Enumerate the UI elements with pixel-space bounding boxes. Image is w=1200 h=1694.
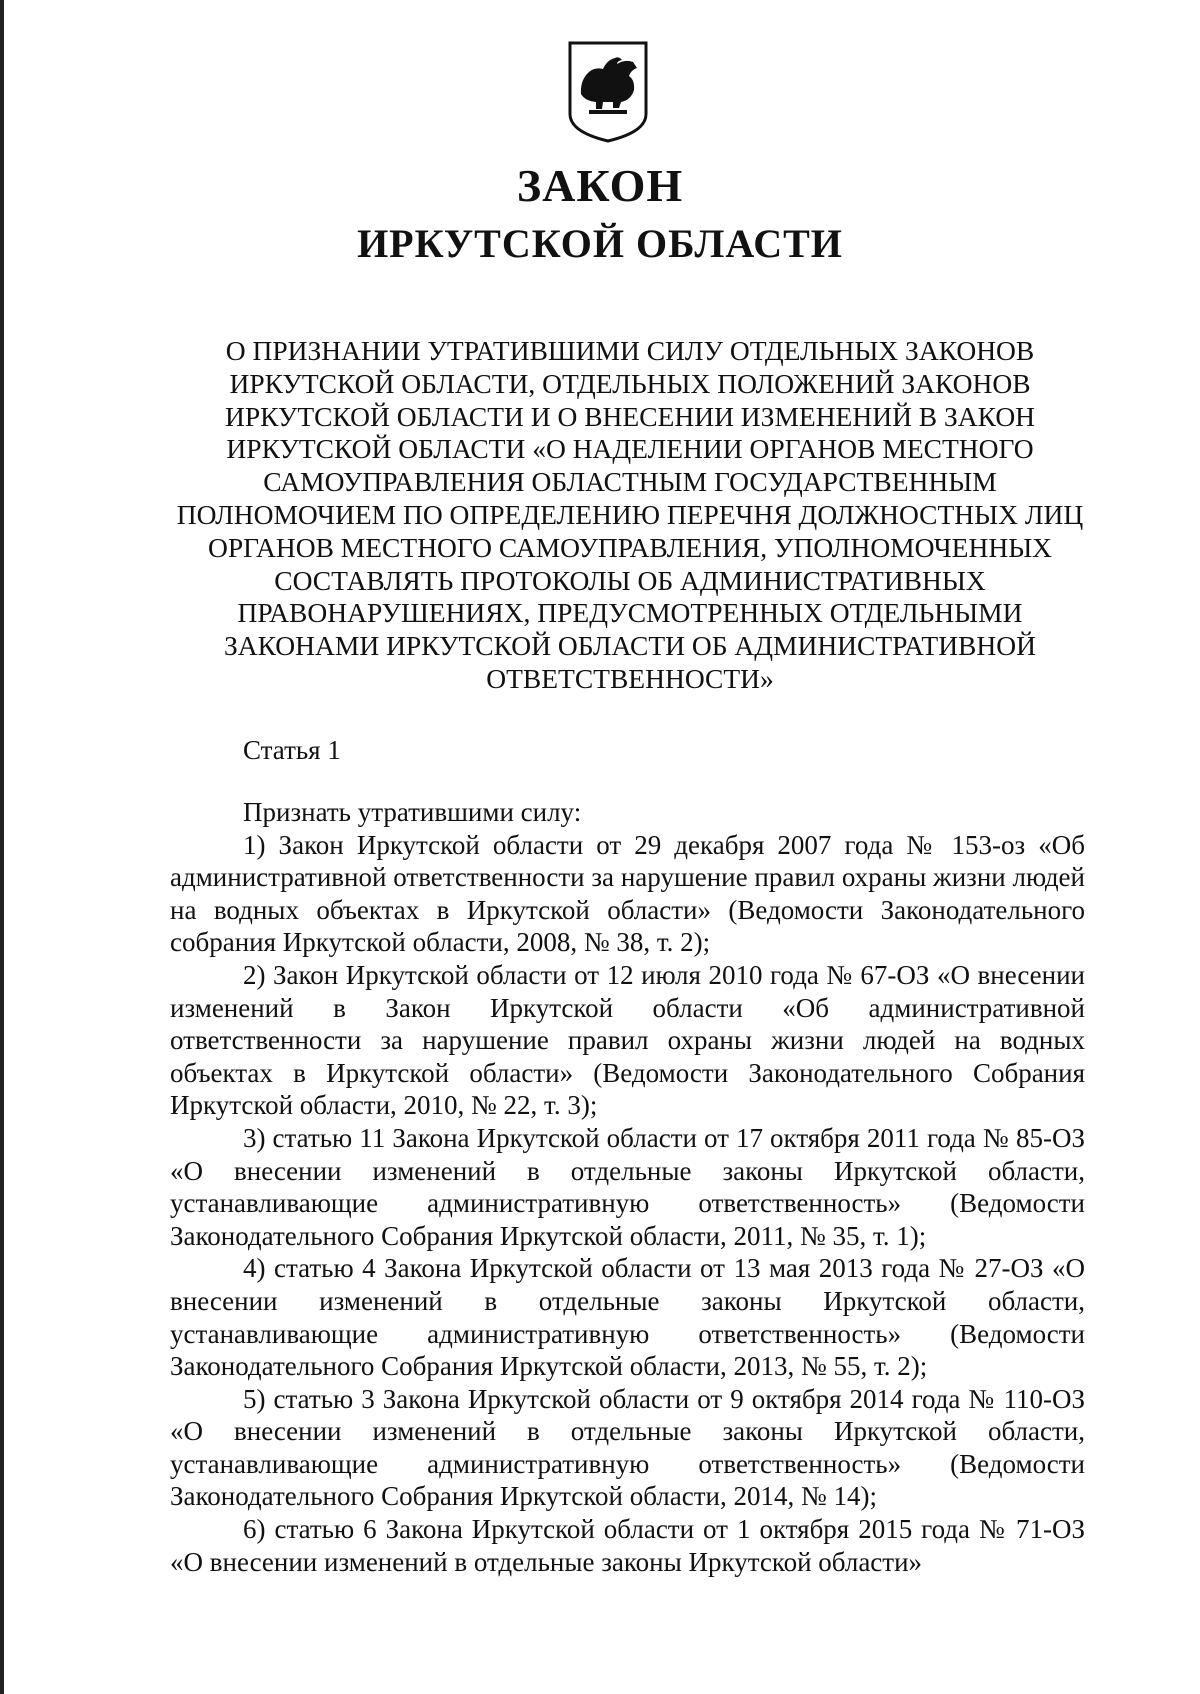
list-item: 2) Закон Иркутской области от 12 июля 2010 года № 67-ОЗ «О внесении изменений в Закон Иркутской области «Об административной ответственности за нарушение правил охраны жизни людей на водных объектах в Иркутской области» (Ведомости Законодательного Собрания Иркутской области, 2010, № 22, т. 3); [170,959,1085,1121]
coat-of-arms-icon [567,40,649,144]
document-subtitle: ИРКУТСКОЙ ОБЛАСТИ [357,221,843,266]
article-body [170,796,1085,1578]
document-title: ЗАКОН [516,160,684,211]
list-item: 3) статью 11 Закона Иркутской области от 17 октября 2011 года № 85-ОЗ «О внесении изменений в отдельные законы Иркутской области, устанавливающие административную ответственность» (Ведомости Законодательного Собрания Иркутской области, 2011, № 35, т. 1); [170,1122,1085,1251]
article-intro: Признать утратившими силу: [243,797,582,827]
law-heading: О ПРИЗНАНИИ УТРАТИВШИМИ СИЛУ ОТДЕЛЬНЫХ ЗАКОНОВ ИРКУТСКОЙ ОБЛАСТИ, ОТДЕЛЬНЫХ ПОЛОЖЕНИЙ ЗАКОНОВ ИРКУТСКОЙ ОБЛАСТИ И О ВНЕСЕНИИ ИЗМЕНЕНИЙ В ЗАКОН ИРКУТСКОЙ ОБЛАСТИ «О НАДЕЛЕНИИ ОРГАНОВ МЕСТНОГО САМОУПРАВЛЕНИЯ ОБЛАСТНЫМ ГОСУДАРСТВЕННЫМ ПОЛНОМОЧИЕМ ПО ОПРЕДЕЛЕНИЮ ПЕРЕЧНЯ ДОЛЖНОСТНЫХ ЛИЦ ОРГАНОВ МЕСТНОГО САМОУПРАВЛЕНИЯ, УПОЛНОМОЧЕННЫХ СОСТАВЛЯТЬ ПРОТОКОЛЫ ОБ АДМИНИСТРАТИВНЫХ ПРАВОНАРУШЕНИЯХ, ПРЕДУСМОТРЕННЫХ ОТДЕЛЬНЫМИ ЗАКОНАМИ ИРКУТСКОЙ ОБЛАСТИ ОБ АДМИНИСТРАТИВНОЙ ОТВЕТСТВЕННОСТИ» [176,335,1084,694]
list-item: 1) Закон Иркутской области от 29 декабря 2007 года № 153-оз «Об административной ответственности за нарушение правил охраны жизни людей на водных объектах в Иркутской области» (Ведомости Законодательного собрания Иркутской области, 2008, № 38, т. 2); [170,829,1085,958]
list-item: 5) статью 3 Закона Иркутской области от 9 октября 2014 года № 110-ОЗ «О внесении изменений в отдельные законы Иркутской области, устанавливающие административную ответственность» (Ведомости Законодательного Собрания Иркутской области, 2014, № 14); [170,1383,1085,1512]
list-item: 4) статью 4 Закона Иркутской области от 13 мая 2013 года № 27-ОЗ «О внесении изменений в отдельные законы Иркутской области, устанавливающие административную ответственность» (Ведомости Законодательного Собрания Иркутской области, 2013, № 55, т. 2); [170,1253,1085,1382]
list-item: 6) статью 6 Закона Иркутской области от 1 октября 2015 года № 71-ОЗ «О внесении изменений в отдельные законы Иркутской области» [170,1514,1085,1577]
article-label: Статья 1 [243,735,341,765]
